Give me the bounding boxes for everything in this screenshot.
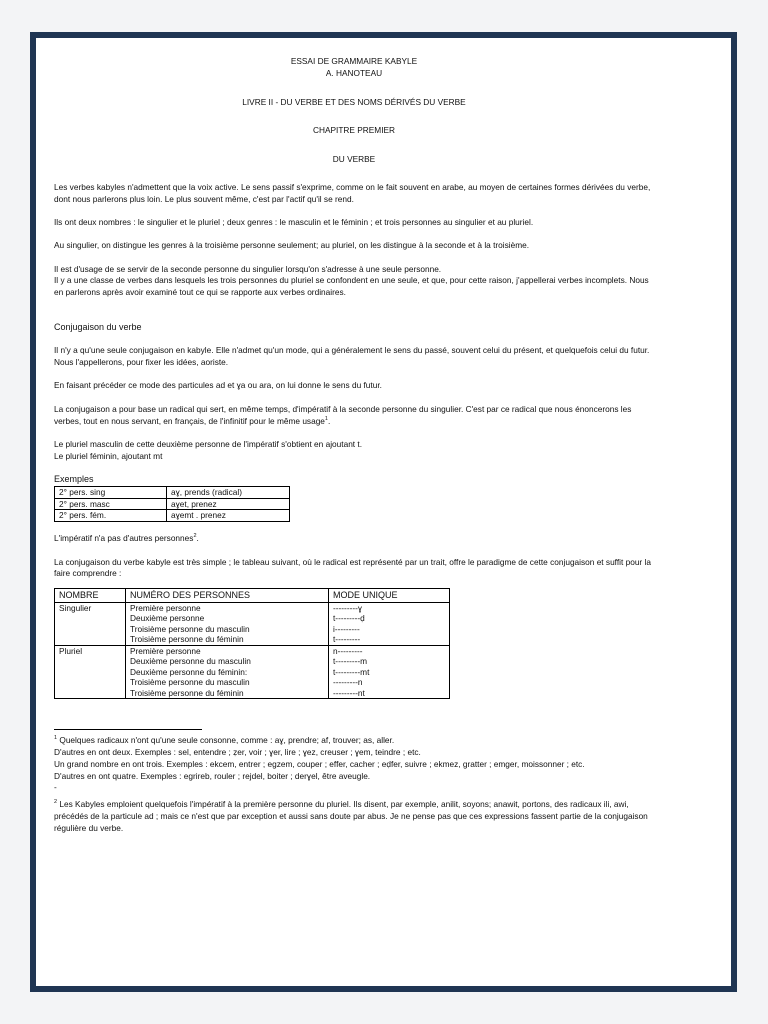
table-cell: Troisième personne du masculin (126, 677, 329, 688)
table-row (55, 624, 450, 635)
table-row (55, 645, 450, 656)
table-cell: Troisième personne du féminin (126, 688, 329, 699)
table-row (55, 677, 450, 688)
table-cell: ---------ɣ (329, 602, 450, 613)
table-cell: i--------- (329, 624, 450, 635)
table-cell: aɣ, prends (radical) (167, 487, 290, 499)
paragraph: Le pluriel masculin de cette deuxième personne de l'impératif s'obtient en ajoutant t. (54, 438, 363, 449)
column-header: MODE UNIQUE (329, 589, 450, 603)
paragraph-text: L'impératif n'a pas d'autres personnes (54, 533, 194, 544)
footnote-number: 1 (54, 735, 58, 742)
paragraph (54, 404, 654, 428)
table-cell: ---------nt (329, 688, 450, 699)
table-cell: Deuxième personne du masculin (126, 656, 329, 667)
table-cell (55, 624, 126, 635)
footnote-line: D'autres en ont deux. Exemples : sel, entendre ; ẓer, voir ; ɣer, lire ; ɣez, creuser ; ɣem, teindre ; etc. (54, 746, 421, 757)
paragraph: Il y a une classe de verbes dans lesquels les trois personnes du pluriel se confondent en une seule, et que, pour cette raison, j'appellerai verbes incomplets. Nous en parlerons après avoir examiné tout ce qui se rapporte aux verbes ordinaires. (54, 275, 649, 298)
table-cell (55, 667, 126, 678)
paragraph: Ils ont deux nombres : le singulier et le pluriel ; deux genres : le masculin et le féminin ; et trois personnes au singulier et au pluriel. (54, 217, 534, 228)
footnote-text: Les Kabyles emploient quelquefois l'impératif à la première personne du pluriel. Ils disent, par exemple, anilit, soyons; anawit, portons, des radicaux ili, awi, précédés de la particule ad ; mais ce n'est que par exception et aussi sans doute par abus. Je ne pense pas que ces expressions fassent partie de la conjugaison régulière du verbe. (54, 799, 648, 833)
paragraph: Il est d'usage de se servir de la seconde personne du singulier lorsqu'on s'adresse à une seule personne. (54, 263, 442, 274)
conjugation-table (54, 588, 450, 699)
table-cell (55, 677, 126, 688)
table-cell: t---------m (329, 656, 450, 667)
table-cell: aɣet, prenez (167, 498, 290, 510)
paragraph: Le pluriel féminin, ajoutant mt (54, 450, 163, 461)
paragraph: Il n'y a qu'une seule conjugaison en kabyle. Elle n'admet qu'un mode, qui a généralement le sens du passé, souvent celui du présent, et quelquefois celui du futur. (54, 345, 650, 356)
table-row (55, 498, 290, 510)
table-cell: ---------n (329, 677, 450, 688)
paragraph: Nous l'appellerons, pour fixer les idées, aoriste. (54, 357, 229, 368)
document-page (54, 54, 654, 835)
table-cell: Première personne (126, 602, 329, 613)
chapter-heading: CHAPITRE PREMIER (312, 125, 396, 136)
footnote-ref[interactable]: 2 (193, 533, 197, 540)
table-row (55, 688, 450, 699)
paragraph-text: La conjugaison a pour base un radical qui sert, en même temps, d'impératif à la seconde personne du singulier. C'est par ce radical que nous énoncerons les verbes, tout en nous servant, en français, de l'infinitif pour le même usage (54, 403, 632, 426)
footnote-line: - (54, 782, 57, 793)
footnote-text: Quelques radicaux n'ont qu'une seule consonne, comme : aɣ, prendre; af, trouver; as, aller. (57, 735, 395, 746)
table-cell: t---------mt (329, 667, 450, 678)
paragraph: Les verbes kabyles n'admettent que la voix active. Le sens passif s'exprime, comme on le fait souvent en arabe, au moyen de certaines formes dérivées du verbe, dont nous parlerons plus loin. Le plus souvent même, c'est par l'actif qu'il se rend. (54, 181, 651, 204)
book-heading: LIVRE II - DU VERBE ET DES NOMS DÉRIVÉS DU VERBE (242, 96, 466, 107)
table-cell: 2° pers. fém. (55, 510, 167, 522)
author: A. HANOTEAU (325, 67, 383, 78)
table-cell (55, 656, 126, 667)
footnote-number: 2 (54, 799, 58, 806)
column-header: NUMÉRO DES PERSONNES (126, 589, 329, 603)
table-cell: Troisième personne du masculin (126, 624, 329, 635)
paragraph: En faisant précéder ce mode des particules ad et ɣa ou ara, on lui donne le sens du futur. (54, 380, 382, 391)
table-header-row (55, 589, 450, 603)
table-row (55, 613, 450, 624)
examples-table (54, 486, 290, 522)
table-row (55, 634, 450, 645)
table-cell: 2° pers. sing (55, 487, 167, 499)
table-cell: Deuxième personne du féminin: (126, 667, 329, 678)
paragraph (54, 533, 654, 545)
table-cell: n--------- (329, 645, 450, 656)
chapter-title: DU VERBE (332, 154, 376, 165)
table-cell (55, 613, 126, 624)
table-cell: t--------- (329, 634, 450, 645)
footnote-line: Un grand nombre en ont trois. Exemples : ekcem, entrer ; egzem, couper ; effer, cacher ; eḍfer, suivre ; ekmez, gratter ; emger, moissonner ; etc. (54, 758, 585, 769)
footnote-2 (54, 799, 654, 834)
table-row (55, 667, 450, 678)
table-cell: Deuxième personne (126, 613, 329, 624)
paragraph: La conjugaison du verbe kabyle est très simple ; le tableau suivant, où le radical est représenté par un trait, offre le paradigme de cette conjugaison et suffit pour la faire comprendre : (54, 556, 651, 579)
table-row (55, 510, 290, 522)
table-cell: 2° pers. masc (55, 498, 167, 510)
section-heading: Conjugaison du verbe (54, 322, 142, 333)
table-cell: Troisième personne du féminin (126, 634, 329, 645)
table-cell (55, 688, 126, 699)
table-row (55, 656, 450, 667)
table-row (55, 602, 450, 613)
paragraph-end: . (327, 415, 331, 426)
table-cell: Singulier (55, 602, 126, 613)
paragraph-end: . (196, 533, 199, 544)
column-header: NOMBRE (55, 589, 126, 603)
footnote-1 (54, 735, 654, 747)
footnote-line: D'autres en ont quatre. Exemples : egrireb, rouler ; rejdel, boiter ; derɣel, être aveugle. (54, 770, 371, 781)
footnote-ref[interactable]: 1 (324, 415, 328, 422)
table-cell (55, 634, 126, 645)
paragraph: Au singulier, on distingue les genres à la troisième personne seulement; au pluriel, on les distingue à la seconde et à la troisième. (54, 240, 530, 251)
table-row (55, 487, 290, 499)
footnote-divider (54, 729, 202, 730)
table-cell: Première personne (126, 645, 329, 656)
book-title: ESSAI DE GRAMMAIRE KABYLE (290, 56, 418, 66)
table-cell: aɣemt . prenez (167, 510, 290, 522)
table-cell: t---------ḍ (329, 613, 450, 624)
examples-label: Exemples (54, 474, 94, 485)
table-cell: Pluriel (55, 645, 126, 656)
